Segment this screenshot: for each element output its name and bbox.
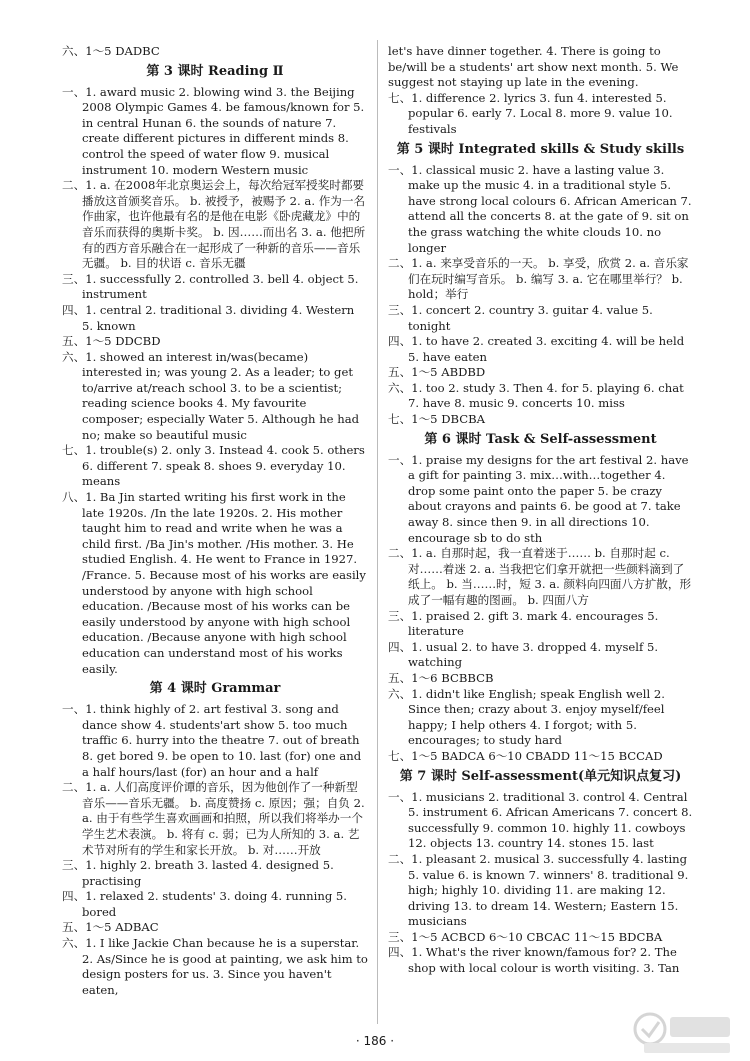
answer-block: 八、1. Ba Jin started writing his first work in the late 1920s. /In the late 1920s. 2. His mother taught him to read and write when he was a child first. /Ba Jin's mother. /His mother. 3. He studied English. 4. He went to France in 1927. /France. 5. Because most of his works are easily understood by anyone with high school education. /Because most of his works can be easily understood by anyone with high school education. /Because anyone with high school education can understand most of his works easily.: [62, 490, 366, 676]
right-column: [388, 44, 693, 977]
answer-block: 三、1～5 ACBCD 6～10 CBCAC 11～15 BDCBA: [388, 929, 663, 944]
answer-block: 一、1. musicians 2. traditional 3. control 4. Central 5. instrument 6. African Americans 7. concert 8. successfully 9. common 10. highly 11. cowboys 12. objects 13. country 14. stones 15. last: [388, 789, 693, 851]
column-divider: [377, 40, 378, 1024]
answer-block: 六、1. showed an interest in/was(became) interested in; was young 2. As a leader; to get to/arrive at/reach school 3. to be a scientist; reading science books 4. My favourite composer; especially Water 5. Although he had no; make so beautiful music: [62, 349, 360, 442]
answer-block: 一、1. think highly of 2. art festival 3. song and dance show 4. students'art show 5. too much traffic 6. hurry into the theatre 7. out of breath 8. get bored 9. be open to 10. last (for) one and a half hours/last (for) an hour and a half: [62, 702, 362, 779]
answer-block: 六、1. I like Jackie Chan because he is a superstar. 2. As/Since he is good at painting, we ask him to design posters for us. 3. Since you haven't eaten,: [62, 936, 368, 997]
answer-block: 三、1. concert 2. country 3. guitar 4. value 5. tonight: [388, 302, 653, 333]
answer-block: 三、1. praised 2. gift 3. mark 4. encourages 5. literature: [388, 608, 659, 639]
answer-block: 七、1. difference 2. lyrics 3. fun 4. interested 5. popular 6. early 7. Local 8. more 9. value 10. festivals: [388, 90, 673, 136]
answer-block: 五、1～5 DDCBD: [62, 334, 161, 349]
answer-block: 三、1. highly 2. breath 3. lasted 4. designed 5. practising: [62, 858, 334, 888]
answer-block: 二、1. a. 来享受音乐的一天。 b. 享受，欣赏 2. a. 音乐家们在玩时编写音乐。 b. 编写 3. a. 它在哪里举行？ b. hold；举行: [388, 256, 689, 302]
answer-block: 五、1～5 ABDBD: [388, 365, 486, 380]
answer-block: 一、1. classical music 2. have a lasting value 3. make up the music 4. in a traditional style 5. have strong local colours 6. African American 7. attend all the concerts 8. at the gate of 9. sit on the grass watching the white clouds 10. no longer: [388, 162, 692, 255]
answer-block: 四、1. to have 2. created 3. exciting 4. will be held 5. have eaten: [388, 334, 685, 364]
answer-block: 三、1. successfully 2. controlled 3. bell 4. object 5. instrument: [62, 271, 359, 302]
answer-block: 二、1. a. 人们高度评价谭的音乐，因为他创作了一种新型音乐——音乐无疆。 b. 高度赞扬 c. 原因；强；自负 2. a. 由于有些学生喜欢画画和拍照，所以我们将举办一个学生艺术表演。 b. 将有 c. 弱；已为人所知的 3. a. 艺术节对所有的学生和家长开放。 b. 对……开放: [62, 780, 365, 857]
answer-block: let's have dinner together. 4. There is going to be/will be a students' art show next month. 5. We suggest not staying up late in the evening.: [388, 44, 679, 90]
watermark-logo: [630, 1009, 740, 1057]
answer-block: 七、1～5 BADCA 6～10 CBADD 11～15 BCCAD: [388, 748, 663, 763]
lesson-heading: 第 5 课时 Integrated skills & Study skills: [396, 141, 685, 157]
answer-block: 四、1. What's the river known/famous for? 2. The shop with local colour is worth visiting. 3. Tan: [388, 945, 680, 976]
answer-block: 二、1. a. 在2008年北京奥运会上，每次给冠军授奖时都要播放这首颁奖音乐。 b. 被授予，被赐予 2. a. 作为一名作曲家，也许他最有名的是他在电影《卧虎藏龙》中的音乐而获得的奥斯卡奖。 b. 因……而出名 3. a. 他把所有的西方音乐融合在一起形成了一种新的音乐——音乐无疆。 b. 目的状语 c. 音乐无疆: [62, 178, 366, 271]
answer-block: 六、1. too 2. study 3. Then 4. for 5. playing 6. chat 7. have 8. music 9. concerts 10. miss: [388, 380, 684, 411]
lesson-heading: 第 4 课时 Grammar: [149, 681, 281, 697]
answer-block: 四、1. usual 2. to have 3. dropped 4. myself 5. watching: [388, 639, 659, 670]
answer-block: 二、1. pleasant 2. musical 3. successfully 4. lasting 5. value 6. is known 7. winners' 8. traditional 9. high; highly 10. dividing 11. are making 12. driving 13. to dream 14. Western; Eastern 15. musicians: [388, 851, 689, 929]
answer-block: 六、1. didn't like English; speak English well 2. Since then; crazy about 3. enjoy myself/feel happy; I help others 4. I forgot; with 5. encourages; to study hard: [388, 686, 665, 748]
answer-block: 七、1. trouble(s) 2. only 3. Instead 4. cook 5. others 6. different 7. speak 8. shoes 9. everyday 10. means: [62, 443, 365, 489]
lesson-heading: 第 7 课时 Self-assessment(单元知识点复习): [399, 768, 682, 784]
answer-block: 一、1. praise my designs for the art festival 2. have a gift for painting 3. mix…with…together 4. drop some paint onto the paper 5. be crazy about crayons and paints 6. be good at 7. take away 8. since then 9. in all directions 10. encourage sb to do sth: [388, 452, 689, 545]
answer-block: 七、1～5 DBCBA: [388, 412, 486, 427]
answer-block: 五、1～6 BCBBCB: [388, 670, 494, 685]
answer-block: 四、1. relaxed 2. students' 3. doing 4. running 5. bored: [62, 889, 347, 919]
answer-block: 一、1. award music 2. blowing wind 3. the Beijing 2008 Olympic Games 4. be famous/known for 5. in central Hunan 6. the sounds of nature 7. create different pictures in different minds 8. control the speed of water flow 9. musical instrument 10. modern Western music: [62, 84, 365, 177]
answer-block: 四、1. central 2. traditional 3. dividing 4. Western 5. known: [62, 302, 355, 333]
lesson-heading: 第 3 课时 Reading Ⅱ: [146, 63, 284, 79]
answer-block: 五、1～5 ADBAC: [62, 920, 159, 935]
answer-block: 二、1. a. 自那时起，我一直着迷于…… b. 自那时起 c. 对……着迷 2. a. 当我把它们拿开就把一些颜料滴到了纸上。 b. 当……时，短 3. a. 颜料向四面八方扩散，形成了一幅有趣的图画。 b. 四面八方: [388, 546, 692, 607]
answer-block: 六、1～5 DADBC: [62, 44, 160, 58]
left-column: [62, 44, 368, 998]
lesson-heading: 第 6 课时 Task & Self-assessment: [424, 431, 657, 447]
page-number: · 186 ·: [355, 1034, 395, 1048]
